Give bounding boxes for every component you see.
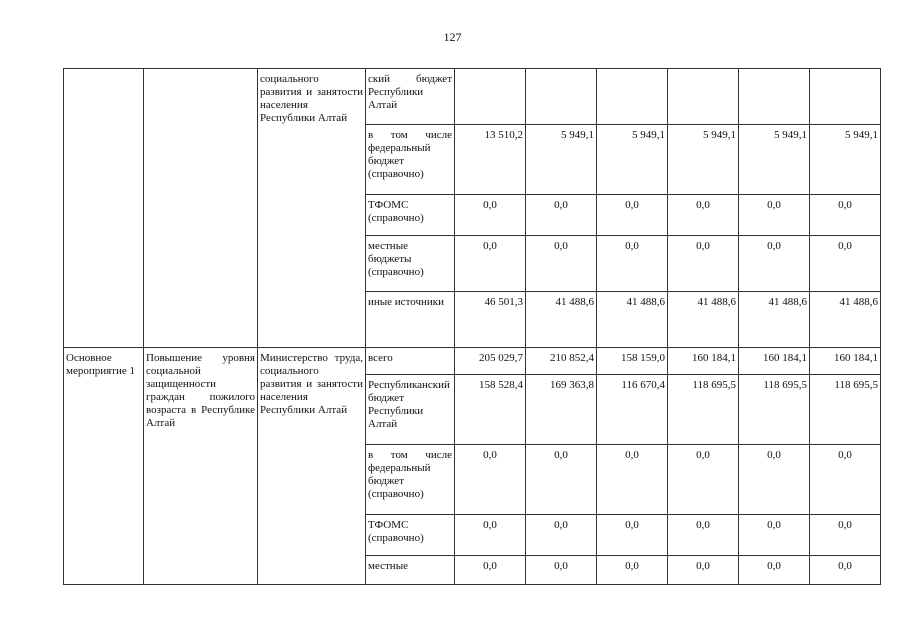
amount-cell: 160 184,1 [739,348,810,375]
amount-cell [526,69,597,125]
amount-cell: 0,0 [455,556,526,585]
amount-cell: 0,0 [597,195,668,236]
amount-cell: 41 488,6 [526,292,597,348]
amount-cell: 0,0 [526,556,597,585]
amount-cell: 0,0 [526,236,597,292]
amount-cell: 160 184,1 [810,348,881,375]
table-row [64,348,881,375]
amount-cell: 5 949,1 [526,125,597,195]
amount-cell: 0,0 [526,445,597,515]
amount-cell: 5 949,1 [810,125,881,195]
funding-source-cell: иные источники [366,292,455,348]
amount-cell: 0,0 [668,195,739,236]
amount-cell: 0,0 [739,556,810,585]
amount-cell: 118 695,5 [810,375,881,445]
event-type-cell-empty [64,69,144,348]
amount-cell: 0,0 [526,515,597,556]
amount-cell [597,69,668,125]
amount-cell: 0,0 [597,556,668,585]
amount-cell: 13 510,2 [455,125,526,195]
amount-cell [455,69,526,125]
amount-cell: 0,0 [455,515,526,556]
amount-cell: 0,0 [597,445,668,515]
amount-cell: 0,0 [455,195,526,236]
amount-cell [739,69,810,125]
amount-cell: 0,0 [668,445,739,515]
amount-cell: 0,0 [455,236,526,292]
funding-source-cell: местные [366,556,455,585]
table-body [64,69,881,585]
amount-cell: 0,0 [526,195,597,236]
funding-source-cell: ТФОМС (справочно) [366,515,455,556]
amount-cell [810,69,881,125]
event-name-cell-empty [144,69,258,348]
amount-cell: 116 670,4 [597,375,668,445]
amount-cell: 0,0 [668,236,739,292]
amount-cell: 0,0 [739,195,810,236]
amount-cell: 0,0 [455,445,526,515]
table-row [64,69,881,125]
amount-cell: 0,0 [739,445,810,515]
amount-cell: 169 363,8 [526,375,597,445]
amount-cell: 160 184,1 [668,348,739,375]
amount-cell: 41 488,6 [668,292,739,348]
amount-cell: 46 501,3 [455,292,526,348]
amount-cell: 0,0 [668,556,739,585]
amount-cell: 158 528,4 [455,375,526,445]
amount-cell: 0,0 [810,445,881,515]
amount-cell: 0,0 [810,515,881,556]
amount-cell: 0,0 [597,236,668,292]
amount-cell: 41 488,6 [597,292,668,348]
funding-source-cell: ский бюджет Республики Алтай [366,69,455,125]
amount-cell: 205 029,7 [455,348,526,375]
executor-cell: Министерство труда, социального развития и занятости населения Республики Алтай [258,348,366,585]
amount-cell: 5 949,1 [668,125,739,195]
funding-source-cell: ТФОМС (справочно) [366,195,455,236]
amount-cell: 41 488,6 [739,292,810,348]
budget-table [63,68,881,585]
funding-source-cell: в том числе федеральный бюджет (справочно) [366,125,455,195]
amount-cell: 158 159,0 [597,348,668,375]
amount-cell: 0,0 [810,195,881,236]
amount-cell: 118 695,5 [739,375,810,445]
event-type-cell: Основное мероприятие 1 [64,348,144,585]
amount-cell: 0,0 [810,236,881,292]
event-name-cell: Повышение уровня социальной защищенности граждан пожилого возраста в Республике Алтай [144,348,258,585]
funding-source-cell: местные бюджеты (справочно) [366,236,455,292]
amount-cell: 0,0 [597,515,668,556]
amount-cell: 5 949,1 [597,125,668,195]
amount-cell: 210 852,4 [526,348,597,375]
executor-cell: социального развития и занятости населения Республики Алтай [258,69,366,348]
funding-source-cell: всего [366,348,455,375]
amount-cell: 0,0 [739,236,810,292]
funding-source-cell: Республиканский бюджет Республики Алтай [366,375,455,445]
amount-cell: 0,0 [668,515,739,556]
amount-cell: 118 695,5 [668,375,739,445]
amount-cell: 5 949,1 [739,125,810,195]
page-number: 127 [443,30,462,44]
amount-cell [668,69,739,125]
amount-cell: 0,0 [739,515,810,556]
funding-source-cell: в том числе федеральный бюджет (справочно) [366,445,455,515]
amount-cell: 41 488,6 [810,292,881,348]
amount-cell: 0,0 [810,556,881,585]
